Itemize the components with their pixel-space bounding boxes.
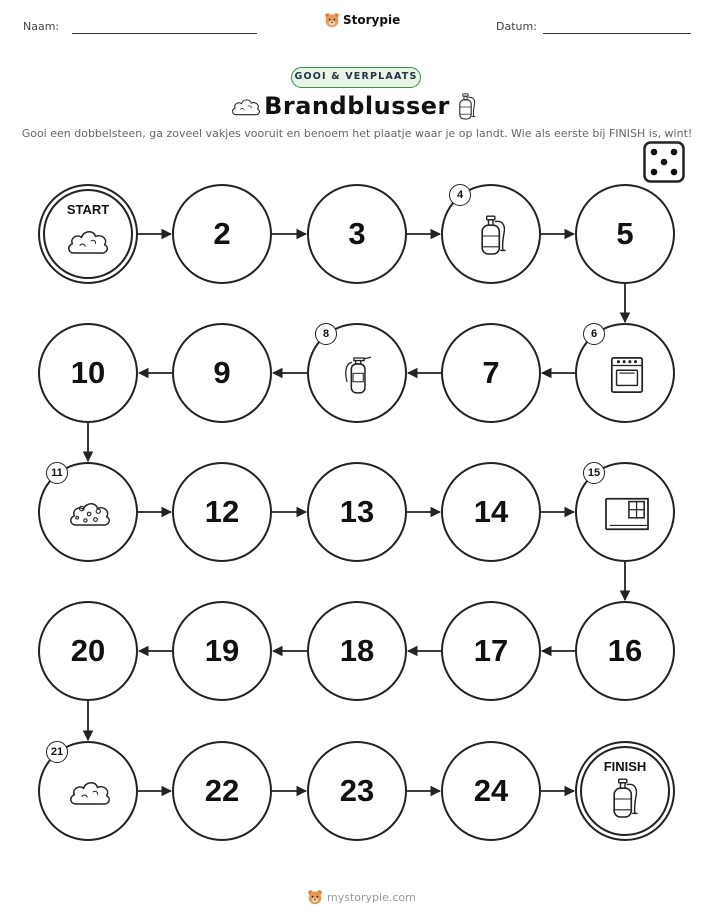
board-square — [307, 462, 407, 562]
stove-icon — [608, 354, 646, 396]
square-number: 19 — [204, 633, 240, 668]
board-square — [38, 601, 138, 701]
board-square — [441, 184, 541, 284]
brand-name: Storypie — [343, 13, 401, 27]
board-square — [441, 601, 541, 701]
board-square — [172, 323, 272, 423]
board-square — [172, 601, 272, 701]
board-square — [575, 462, 675, 562]
board-square — [441, 741, 541, 841]
square-number-badge: 4 — [449, 184, 471, 206]
gas-cylinder-icon — [475, 214, 511, 258]
fire-extinguisher-icon — [342, 354, 376, 396]
board-square — [307, 184, 407, 284]
window-icon — [602, 493, 652, 535]
page-title: Brandblusser — [264, 92, 450, 120]
square-number: 2 — [213, 216, 231, 251]
board-square — [172, 462, 272, 562]
board-square — [575, 184, 675, 284]
footer — [307, 889, 416, 905]
date-label: Datum: — [496, 20, 537, 33]
board-square — [38, 323, 138, 423]
board-square — [441, 462, 541, 562]
square-number-badge: 8 — [315, 323, 337, 345]
smoke-cloud-icon — [65, 225, 111, 259]
board-square — [441, 323, 541, 423]
square-number: 24 — [473, 773, 509, 808]
board-square — [38, 741, 138, 841]
finish-square — [575, 741, 675, 841]
square-number: 20 — [70, 633, 106, 668]
board-square — [172, 184, 272, 284]
gas-cylinder-icon — [607, 777, 643, 821]
smoke-cloud-icon — [67, 776, 113, 810]
square-number-badge: 15 — [583, 462, 605, 484]
square-label: START — [66, 202, 110, 217]
square-number: 12 — [204, 494, 240, 529]
board-square — [575, 323, 675, 423]
square-number-badge: 6 — [583, 323, 605, 345]
square-number: 23 — [339, 773, 375, 808]
instructions: Gooi een dobbelsteen, ga zoveel vakjes vooruit en benoem het plaatje waar je op landt. Wie als eerste bij FINISH is, wint! — [21, 127, 693, 140]
board-square — [307, 601, 407, 701]
square-number: 9 — [213, 355, 231, 390]
bear-logo-icon — [307, 889, 323, 905]
square-number-badge: 11 — [46, 462, 68, 484]
square-number: 18 — [339, 633, 375, 668]
square-number: 22 — [204, 773, 240, 808]
square-number: 17 — [473, 633, 509, 668]
square-number-badge: 21 — [46, 741, 68, 763]
board-square — [172, 741, 272, 841]
board-square — [307, 741, 407, 841]
smoke-puff-icon — [67, 497, 113, 531]
square-number: 10 — [70, 355, 106, 390]
square-number: 3 — [348, 216, 366, 251]
name-label: Naam: — [23, 20, 60, 33]
square-number: 7 — [482, 355, 500, 390]
square-number: 5 — [616, 216, 634, 251]
footer-site: mystorypie.com — [327, 890, 416, 904]
board-square — [575, 601, 675, 701]
square-number: 14 — [473, 494, 509, 529]
square-label: FINISH — [603, 759, 647, 774]
board-square — [38, 462, 138, 562]
board-square — [307, 323, 407, 423]
start-square — [38, 184, 138, 284]
activity-tag: GOOI & VERPLAATS — [291, 67, 421, 88]
square-number: 16 — [607, 633, 643, 668]
square-number: 13 — [339, 494, 375, 529]
